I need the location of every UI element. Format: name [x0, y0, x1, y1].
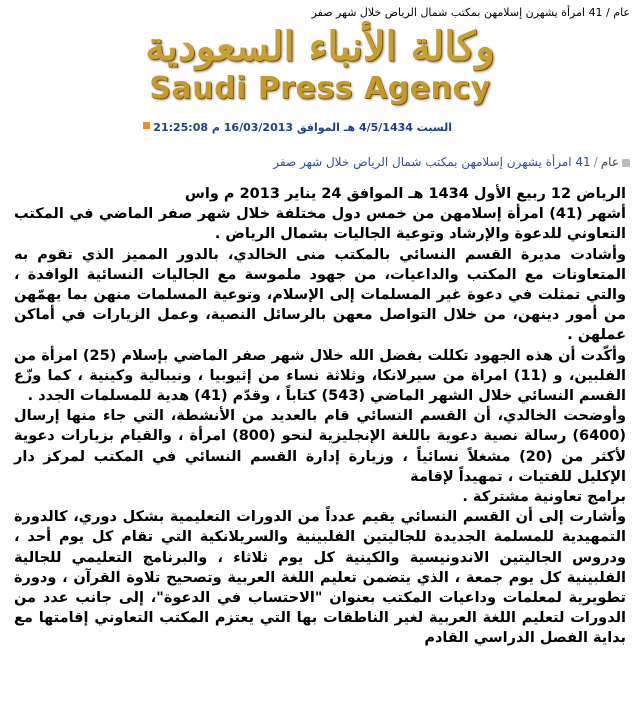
orange-square-icon	[143, 122, 150, 129]
logo-arabic-text: وكالة الأنباء السعودية	[145, 23, 495, 70]
breadcrumb-separator: /	[593, 155, 598, 169]
spa-logo[interactable]	[0, 22, 640, 106]
article-body	[14, 184, 626, 649]
bullet-icon	[622, 159, 630, 167]
publish-dateline: السبت 4/5/1434 هـ الموافق 16/03/2013 م 21:25:08	[153, 121, 452, 134]
article-paragraph: الرياض 12 ربيع الأول 1434 هـ الموافق 24 يناير 2013 م واس	[184, 186, 626, 202]
logo-english-text: Saudi Press Agency	[149, 71, 491, 106]
article-paragraph: برامج تعاونية مشتركة .	[462, 489, 626, 506]
article-paragraph: أشهر (41) امرأة إسلامهن من خمس دول مختلفة خلال شهر صفر الماضي في المكتب التعاوني للدعوة والإرشاد وتوعية الجاليات بشمال الرياض .	[14, 206, 626, 243]
breadcrumb-home-link[interactable]: عام	[600, 155, 619, 169]
breadcrumb	[273, 155, 630, 169]
breadcrumb-title: 41 امرأة يشهرن إسلامهن بمكتب شمال الرياض خلال شهر صفر	[273, 155, 591, 169]
article-paragraph: وأكّدت أن هذه الجهود تكللت بفضل الله خلال شهر صفر الماضي بإسلام (25) امرأة من الفلبين، و (11) امراة من سيرلانكا، وثلاثة نساء من إثيوبيا ، ونيبالية وكينية ، كما وزّع القسم النسائي خلال الشهر الماضي (543) كتاباً ، وقدّم (41) هدية للمسلمات الجدد .	[14, 347, 626, 405]
article-paragraph: وأشادت مديرة القسم النسائي بالمكتب منى الخالدي، بالدور المميز الذي تقوم به المتعاونات مع المكتب والداعيات، من جهود ملموسة مع الجاليات النسائية الوافدة ، والتي تمثلت في دعوة غير المسلمات إلى الإسلام، وتوعية المسلمات منهن بما يهمّهن من أمور دينهن، من خلال التواصل معهن بالرسائل النصية، وعمل الزيارات في أماكن عملهن .	[14, 246, 626, 344]
article-paragraph: وأشارت إلى أن القسم النسائي يقيم عدداً من الدورات التعليمية بشكل دوري، كالدورة التمهيدية للمسلمة الجديدة للجاليتين الفلبينية والسريلانكية التي تقام كل يوم أحد ، ودروس الجاليتين الاندونيسية والكينية كل يوم ثلاثاء ، والبرنامج التعليمي للجالية الفلبينية كل يوم جمعة ، الذي يتضمن تعليم اللغة العربية وتصحيح تلاوة القرآن ، ودورة تطويرية لمعلمات وداعيات المكتب بعنوان "الاحتساب في الدعوة"، إلى جانب عدد من الدورات لتعليم اللغة العربية لغير الناطقات بها التي يعتزم المكتب التعاوني إقامتها مع بداية الفصل الدراسي القادم	[14, 509, 626, 647]
top-breadcrumb-line: عام / 41 امرأة يشهرن إسلامهن بمكتب شمال الرياض خلال شهر صفر	[311, 6, 630, 19]
article-paragraph: وأوضحت الخالدي، أن القسم النسائي قام بالعديد من الأنشطة، التي جاء منها إرسال (6400) رسالة نصية دعوية باللغة الإنجليزية لنحو (800) امرأة ، والقيام بزيارات دعوية لأكثر من (20) مشغلاً نسائياً ، وزيارة إدارة القسم النسائي في المكتب لمركز دار الإكليل للفتيات ، تمهيداً لإقامة	[14, 408, 627, 485]
